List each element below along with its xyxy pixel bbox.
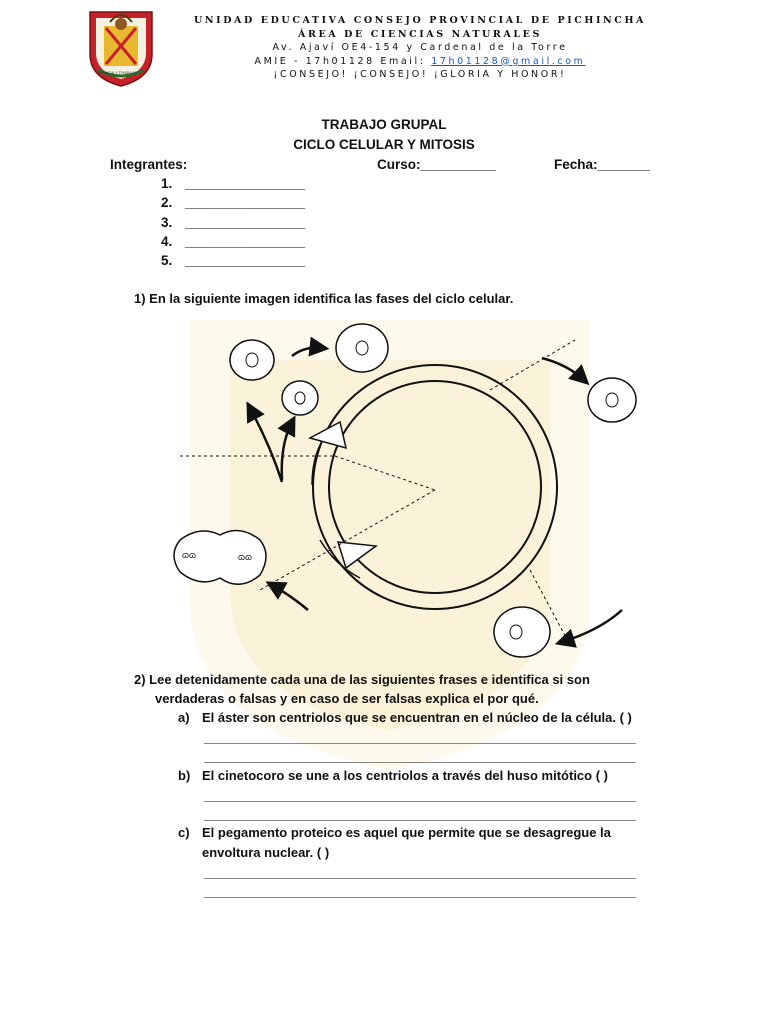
amie-line <box>190 55 650 69</box>
option-c-line2: envoltura nuclear. ( ) <box>202 845 330 860</box>
answer-line-b2[interactable]: _________________________________________________________________ <box>204 807 635 822</box>
cell-g1-large <box>336 324 388 372</box>
email-link[interactable]: 17h01128@gmail.com <box>431 55 586 67</box>
member-item[interactable]: 4. ________________ <box>161 233 306 249</box>
course-field[interactable]: Curso:__________ <box>377 157 496 172</box>
page-subtitle: CICLO CELULAR Y MITOSIS <box>293 137 475 152</box>
arrow-to-g2 <box>562 610 622 642</box>
member-item[interactable]: 1. ________________ <box>161 176 306 191</box>
arrow-up-to-cell <box>250 408 282 482</box>
arrow-to-mitosis <box>272 585 308 610</box>
date-field[interactable]: Fecha:_______ <box>554 157 651 172</box>
cell-s-phase <box>588 378 636 422</box>
amie-code: AMIE - 17h01128 Email: <box>254 55 432 67</box>
members-list <box>161 176 305 272</box>
school-motto: ¡CONSEJO! ¡CONSEJO! ¡GLORIA Y HONOR! <box>273 69 567 80</box>
answer-line-c2[interactable]: _________________________________________________________________ <box>204 884 635 899</box>
school-header <box>190 14 650 82</box>
svg-text:ɷɷ: ɷɷ <box>238 552 253 562</box>
arrow-to-daughter <box>282 422 292 480</box>
svg-text:ɷɷ: ɷɷ <box>182 550 197 560</box>
members-label: Integrantes: <box>110 157 188 172</box>
option-a: a) El áster son centriolos que se encuentran en el núcleo de la célula. ( ) <box>178 710 632 725</box>
arrow-cell-1-to-2 <box>292 348 322 356</box>
arrow-to-s-phase <box>542 358 584 380</box>
page-title: TRABAJO GRUPAL <box>321 117 447 132</box>
answer-line-a2[interactable]: _________________________________________________________________ <box>204 749 635 764</box>
phase-line-diag-bottom <box>260 490 435 590</box>
question-1: 1) En la siguiente imagen identifica las fases del ciclo celular. <box>134 291 514 306</box>
cell-dividing <box>174 531 266 585</box>
member-item[interactable]: 5. ________________ <box>161 253 306 269</box>
school-logo <box>84 6 158 88</box>
question-2-line2: verdaderas o falsas y en caso de ser falsas explica el por qué. <box>155 691 539 706</box>
cell-g2-phase <box>494 607 550 657</box>
logo-motto-text: CIENCIA Y TRABAJO <box>98 70 138 75</box>
answer-line-a1[interactable]: _________________________________________________________________ <box>204 730 635 745</box>
member-item[interactable]: 2. ________________ <box>161 195 306 211</box>
cycle-inner-ring <box>329 381 541 593</box>
school-name: UNIDAD EDUCATIVA CONSEJO PROVINCIAL DE PICHINCHA <box>193 15 647 26</box>
member-item[interactable]: 3. ________________ <box>161 214 306 230</box>
cell-g1-small <box>230 340 274 380</box>
cycle-arrow-top-head <box>310 422 346 448</box>
question-2-line1: 2) Lee detenidamente cada una de las siguientes frases e identifica si son <box>134 672 590 687</box>
answer-line-b1[interactable]: _________________________________________________________________ <box>204 788 635 803</box>
cell-cycle-diagram <box>160 310 640 670</box>
cycle-arrow-bottom-head <box>338 542 376 568</box>
option-c: c) El pegamento proteico es aquel que permite que se desagregue la <box>178 825 611 840</box>
option-b: b) El cinetocoro se une a los centriolos a través del huso mitótico ( ) <box>178 768 608 783</box>
area-name: ÁREA DE CIENCIAS NATURALES <box>298 28 542 40</box>
answer-line-c1[interactable]: _________________________________________________________________ <box>204 865 635 880</box>
cell-daughter <box>282 381 318 415</box>
school-address: Av. Ajaví OE4-154 y Cardenal de la Torre <box>272 42 568 53</box>
phase-line-diag-top <box>335 456 435 490</box>
